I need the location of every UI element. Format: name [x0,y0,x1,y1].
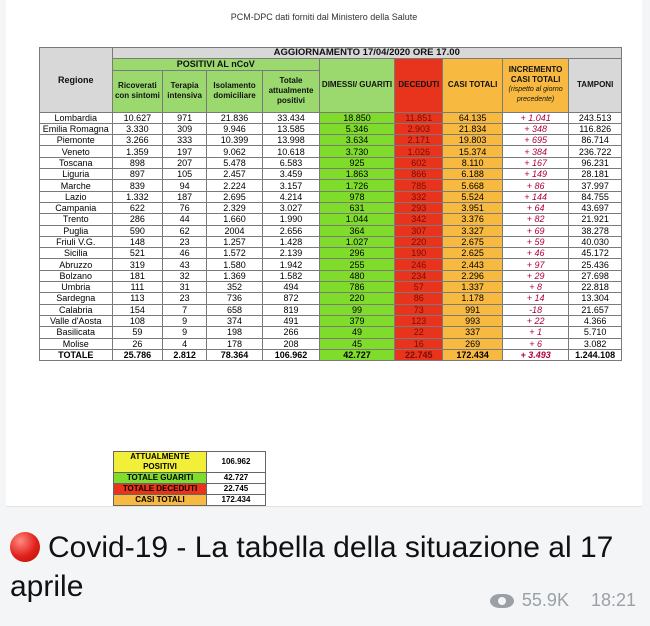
cell-ric: 1.359 [112,146,163,157]
cell-tot: 2.656 [263,225,320,236]
cell-region: Marche [40,180,113,191]
cell-region: Bolzano [40,270,113,281]
cell-dim: 296 [319,248,394,259]
cell-tam: 236.722 [569,146,622,157]
cell-dec: 866 [395,169,443,180]
cell-dim: 925 [319,157,394,168]
cell-tam: 21.921 [569,214,622,225]
table-row [40,123,622,134]
cell-region: Lazio [40,191,113,202]
cell-ter: 2.812 [163,349,207,360]
cell-tot: 4.214 [263,191,320,202]
cell-dim: 786 [319,282,394,293]
cell-tot: 10.618 [263,146,320,157]
cell-casi: 5.524 [443,191,502,202]
cell-tot: 3.157 [263,180,320,191]
cell-iso: 178 [206,338,262,349]
red-circle-icon [10,532,40,562]
table-row [40,214,622,225]
cell-tot: 3.027 [263,202,320,213]
cell-dec: 246 [395,259,443,270]
cell-dec: 22 [395,327,443,338]
cell-tam: 1.244.108 [569,349,622,360]
cell-iso: 1.580 [206,259,262,270]
cell-ric: 26 [112,338,163,349]
cell-casi: 2.675 [443,236,502,247]
cell-tot: 494 [263,282,320,293]
cell-ter: 31 [163,282,207,293]
cell-iso: 5.478 [206,157,262,168]
cell-casi: 2.296 [443,270,502,281]
table-row [40,293,622,304]
cell-region: Toscana [40,157,113,168]
cell-region: Umbria [40,282,113,293]
cell-tam: 25.436 [569,259,622,270]
cell-casi: 991 [443,304,502,315]
cell-ric: 1.332 [112,191,163,202]
table-row [40,327,622,338]
summary-label: CASI TOTALI [114,495,207,506]
cell-tot: 1.942 [263,259,320,270]
table-row [40,270,622,281]
cell-casi: 3.327 [443,225,502,236]
cell-iso: 198 [206,327,262,338]
cell-ric: 319 [112,259,163,270]
incremento-title: INCREMENTO CASI TOTALI [508,65,563,85]
table-row [40,259,622,270]
cell-tam: 13.304 [569,293,622,304]
view-count: 55.9K [521,590,569,610]
cell-casi: 1.178 [443,293,502,304]
cell-ric: 286 [112,214,163,225]
cell-ric: 590 [112,225,163,236]
cell-ric: 25.786 [112,349,163,360]
cell-region: Veneto [40,146,113,157]
cell-ter: 187 [163,191,207,202]
positivi-header: POSITIVI AL nCoV [112,59,319,70]
cell-inc: + 64 [502,202,569,213]
cell-ter: 333 [163,135,207,146]
cell-ter: 94 [163,180,207,191]
cell-inc: + 22 [502,315,569,326]
cell-casi: 1.337 [443,282,502,293]
cell-iso: 1.660 [206,214,262,225]
summary-value: 172.434 [207,495,266,506]
deceduti-header: DECEDUTI [395,59,443,112]
cell-dec: 785 [395,180,443,191]
cell-iso: 78.364 [206,349,262,360]
table-row [40,248,622,259]
cell-ric: 111 [112,282,163,293]
cell-casi: 2.443 [443,259,502,270]
cell-region: Abruzzo [40,259,113,270]
cell-dim: 1.726 [319,180,394,191]
cell-inc: + 69 [502,225,569,236]
cell-ter: 46 [163,248,207,259]
cell-ric: 622 [112,202,163,213]
cell-casi: 64.135 [443,112,502,123]
cell-inc: + 6 [502,338,569,349]
cell-tot: 13.998 [263,135,320,146]
table-row [40,169,622,180]
cell-ter: 197 [163,146,207,157]
cell-casi: 19.803 [443,135,502,146]
doc-header: PCM-DPC dati forniti dal Ministero della Salute [230,12,418,22]
cell-tot: 1.428 [263,236,320,247]
cell-tam: 96.231 [569,157,622,168]
cell-ter: 4 [163,338,207,349]
summary-row [114,495,266,506]
cell-tot: 208 [263,338,320,349]
cell-inc: + 97 [502,259,569,270]
table-image[interactable] [6,0,642,507]
cell-ter: 971 [163,112,207,123]
table-row [40,191,622,202]
table-row [40,304,622,315]
summary-value: 22.745 [207,484,266,495]
cell-dec: 73 [395,304,443,315]
cell-iso: 9.946 [206,123,262,134]
cell-tam: 27.698 [569,270,622,281]
cell-iso: 2.457 [206,169,262,180]
cell-dim: 42.727 [319,349,394,360]
cell-casi: 993 [443,315,502,326]
ricoverati-header: Ricoverati con sintomi [112,70,163,112]
cell-dec: 190 [395,248,443,259]
cell-iso: 2.329 [206,202,262,213]
cell-casi: 15.374 [443,146,502,157]
cell-dim: 379 [319,315,394,326]
cell-tam: 45.172 [569,248,622,259]
table-row [40,146,622,157]
cell-dec: 86 [395,293,443,304]
cell-tam: 116.826 [569,123,622,134]
cell-region: TOTALE [40,349,113,360]
dimessi-header: DIMESSI/ GUARITI [319,59,394,112]
cell-ter: 9 [163,315,207,326]
cell-dim: 3.634 [319,135,394,146]
table-row [40,135,622,146]
cell-casi: 269 [443,338,502,349]
cell-inc: + 384 [502,146,569,157]
cell-inc: + 46 [502,248,569,259]
table-row [40,282,622,293]
cell-tam: 84.755 [569,191,622,202]
cell-dec: 602 [395,157,443,168]
table-row [40,112,622,123]
tamponi-header: TAMPONI [569,59,622,112]
cell-dim: 220 [319,293,394,304]
cell-ric: 59 [112,327,163,338]
cell-dim: 49 [319,327,394,338]
summary-label: TOTALE GUARITI [114,473,207,484]
cell-iso: 2.224 [206,180,262,191]
cell-casi: 3.951 [443,202,502,213]
cell-tam: 40.030 [569,236,622,247]
cell-region: Campania [40,202,113,213]
cell-inc: + 8 [502,282,569,293]
cell-tam: 22.818 [569,282,622,293]
cell-tot: 819 [263,304,320,315]
cell-iso: 1.572 [206,248,262,259]
cell-iso: 2004 [206,225,262,236]
summary-label: TOTALE DECEDUTI [114,484,207,495]
cell-iso: 1.369 [206,270,262,281]
cell-dim: 45 [319,338,394,349]
cell-casi: 2.625 [443,248,502,259]
cell-region: Emilia Romagna [40,123,113,134]
cell-ter: 207 [163,157,207,168]
cell-ric: 113 [112,293,163,304]
cell-ric: 839 [112,180,163,191]
cell-iso: 10.399 [206,135,262,146]
cell-tot: 3.459 [263,169,320,180]
cell-ric: 181 [112,270,163,281]
summary-label: ATTUALMENTE POSITIVI [114,452,207,473]
cell-inc: + 144 [502,191,569,202]
eye-icon [490,594,514,608]
cell-ter: 23 [163,236,207,247]
cell-region: Friuli V.G. [40,236,113,247]
summary-value: 106.962 [207,452,266,473]
incremento-note: (rispetto al giorno precedente) [508,86,563,104]
cell-ric: 148 [112,236,163,247]
cell-ter: 32 [163,270,207,281]
summary-row [114,473,266,484]
cell-region: Molise [40,338,113,349]
cell-inc: -18 [502,304,569,315]
cell-dec: 293 [395,202,443,213]
cell-ric: 3.330 [112,123,163,134]
cell-tam: 4.366 [569,315,622,326]
cell-inc: + 59 [502,236,569,247]
cell-region: Basilicata [40,327,113,338]
cell-tot: 106.962 [263,349,320,360]
cell-dim: 5.346 [319,123,394,134]
cell-inc: + 1.041 [502,112,569,123]
cell-dec: 123 [395,315,443,326]
summary-row [114,452,266,473]
cell-ter: 9 [163,327,207,338]
cell-inc: + 348 [502,123,569,134]
cell-ter: 62 [163,225,207,236]
cell-dec: 16 [395,338,443,349]
cell-ric: 521 [112,248,163,259]
cell-tam: 38.278 [569,225,622,236]
cell-inc: + 1 [502,327,569,338]
cell-casi: 6.188 [443,169,502,180]
cell-casi: 21.834 [443,123,502,134]
cell-dec: 11.851 [395,112,443,123]
cell-dec: 57 [395,282,443,293]
cell-tam: 243.513 [569,112,622,123]
cell-region: Valle d'Aosta [40,315,113,326]
table-row [40,338,622,349]
cell-casi: 5.668 [443,180,502,191]
cell-dec: 1.026 [395,146,443,157]
cell-inc: + 167 [502,157,569,168]
cell-inc: + 3.493 [502,349,569,360]
cell-ter: 309 [163,123,207,134]
cell-tam: 43.697 [569,202,622,213]
table-row [40,180,622,191]
cell-iso: 352 [206,282,262,293]
cell-tam: 37.997 [569,180,622,191]
summary-value: 42.727 [207,473,266,484]
cell-casi: 337 [443,327,502,338]
cell-iso: 374 [206,315,262,326]
table-row [40,236,622,247]
cell-region: Sicilia [40,248,113,259]
cell-ter: 7 [163,304,207,315]
cell-iso: 658 [206,304,262,315]
cell-tam: 28.181 [569,169,622,180]
cell-ric: 108 [112,315,163,326]
cell-tot: 491 [263,315,320,326]
caption-text: Covid-19 - La tabella della situazione al 17 aprile [10,531,614,603]
cell-dim: 1.027 [319,236,394,247]
isolamento-header: Isolamento domiciliare [206,70,262,112]
cell-region: Puglia [40,225,113,236]
totale-positivi-header: Totale attualmente positivi [263,70,320,112]
cell-inc: + 149 [502,169,569,180]
total-row [40,349,622,360]
cell-dec: 342 [395,214,443,225]
cell-ter: 44 [163,214,207,225]
cell-tot: 1.582 [263,270,320,281]
cell-region: Trento [40,214,113,225]
cell-tot: 2.139 [263,248,320,259]
cell-region: Sardegna [40,293,113,304]
cell-casi: 8.110 [443,157,502,168]
cell-dim: 480 [319,270,394,281]
cell-dec: 332 [395,191,443,202]
cell-region: Calabria [40,304,113,315]
terapia-header: Terapia intensiva [163,70,207,112]
cell-iso: 9.062 [206,146,262,157]
cell-dec: 234 [395,270,443,281]
cell-iso: 1.257 [206,236,262,247]
cell-dim: 978 [319,191,394,202]
table-row [40,315,622,326]
cell-dim: 1.863 [319,169,394,180]
cell-inc: + 29 [502,270,569,281]
message-meta [490,590,636,611]
update-title: AGGIORNAMENTO 17/04/2020 ORE 17.00 [112,48,621,59]
cell-ric: 897 [112,169,163,180]
table-row [40,202,622,213]
cell-iso: 21.836 [206,112,262,123]
cell-casi: 172.434 [443,349,502,360]
table-row [40,157,622,168]
cell-dec: 2.171 [395,135,443,146]
incremento-header [502,59,569,112]
cell-tot: 1.990 [263,214,320,225]
cell-dec: 2.903 [395,123,443,134]
summary-row [114,484,266,495]
cell-tam: 86.714 [569,135,622,146]
cell-inc: + 14 [502,293,569,304]
table-row [40,225,622,236]
cell-tot: 872 [263,293,320,304]
cell-ter: 76 [163,202,207,213]
cell-dim: 1.044 [319,214,394,225]
cell-region: Lombardia [40,112,113,123]
cell-iso: 2.695 [206,191,262,202]
cell-inc: + 695 [502,135,569,146]
cell-region: Liguria [40,169,113,180]
cell-region: Piemonte [40,135,113,146]
cell-dim: 3.730 [319,146,394,157]
cell-dim: 18.850 [319,112,394,123]
cell-tot: 6.583 [263,157,320,168]
cell-tot: 33.434 [263,112,320,123]
cell-tam: 3.082 [569,338,622,349]
cell-dim: 364 [319,225,394,236]
cell-ric: 154 [112,304,163,315]
cell-ter: 105 [163,169,207,180]
summary-table [113,451,266,506]
cell-ter: 43 [163,259,207,270]
message-time: 18:21 [590,590,636,610]
cell-ric: 10.627 [112,112,163,123]
cell-tam: 21.657 [569,304,622,315]
cell-ric: 3.266 [112,135,163,146]
cell-casi: 3.376 [443,214,502,225]
casi-header: CASI TOTALI [443,59,502,112]
cell-dec: 220 [395,236,443,247]
cell-dim: 99 [319,304,394,315]
cell-tot: 266 [263,327,320,338]
cell-tot: 13.585 [263,123,320,134]
cell-inc: + 86 [502,180,569,191]
cell-ter: 23 [163,293,207,304]
cell-tam: 5.710 [569,327,622,338]
cell-ric: 898 [112,157,163,168]
cell-iso: 736 [206,293,262,304]
cell-dec: 307 [395,225,443,236]
covid-table [39,47,622,361]
cell-dim: 255 [319,259,394,270]
region-header: Regione [40,48,113,113]
cell-dec: 22.745 [395,349,443,360]
cell-inc: + 82 [502,214,569,225]
cell-dim: 631 [319,202,394,213]
